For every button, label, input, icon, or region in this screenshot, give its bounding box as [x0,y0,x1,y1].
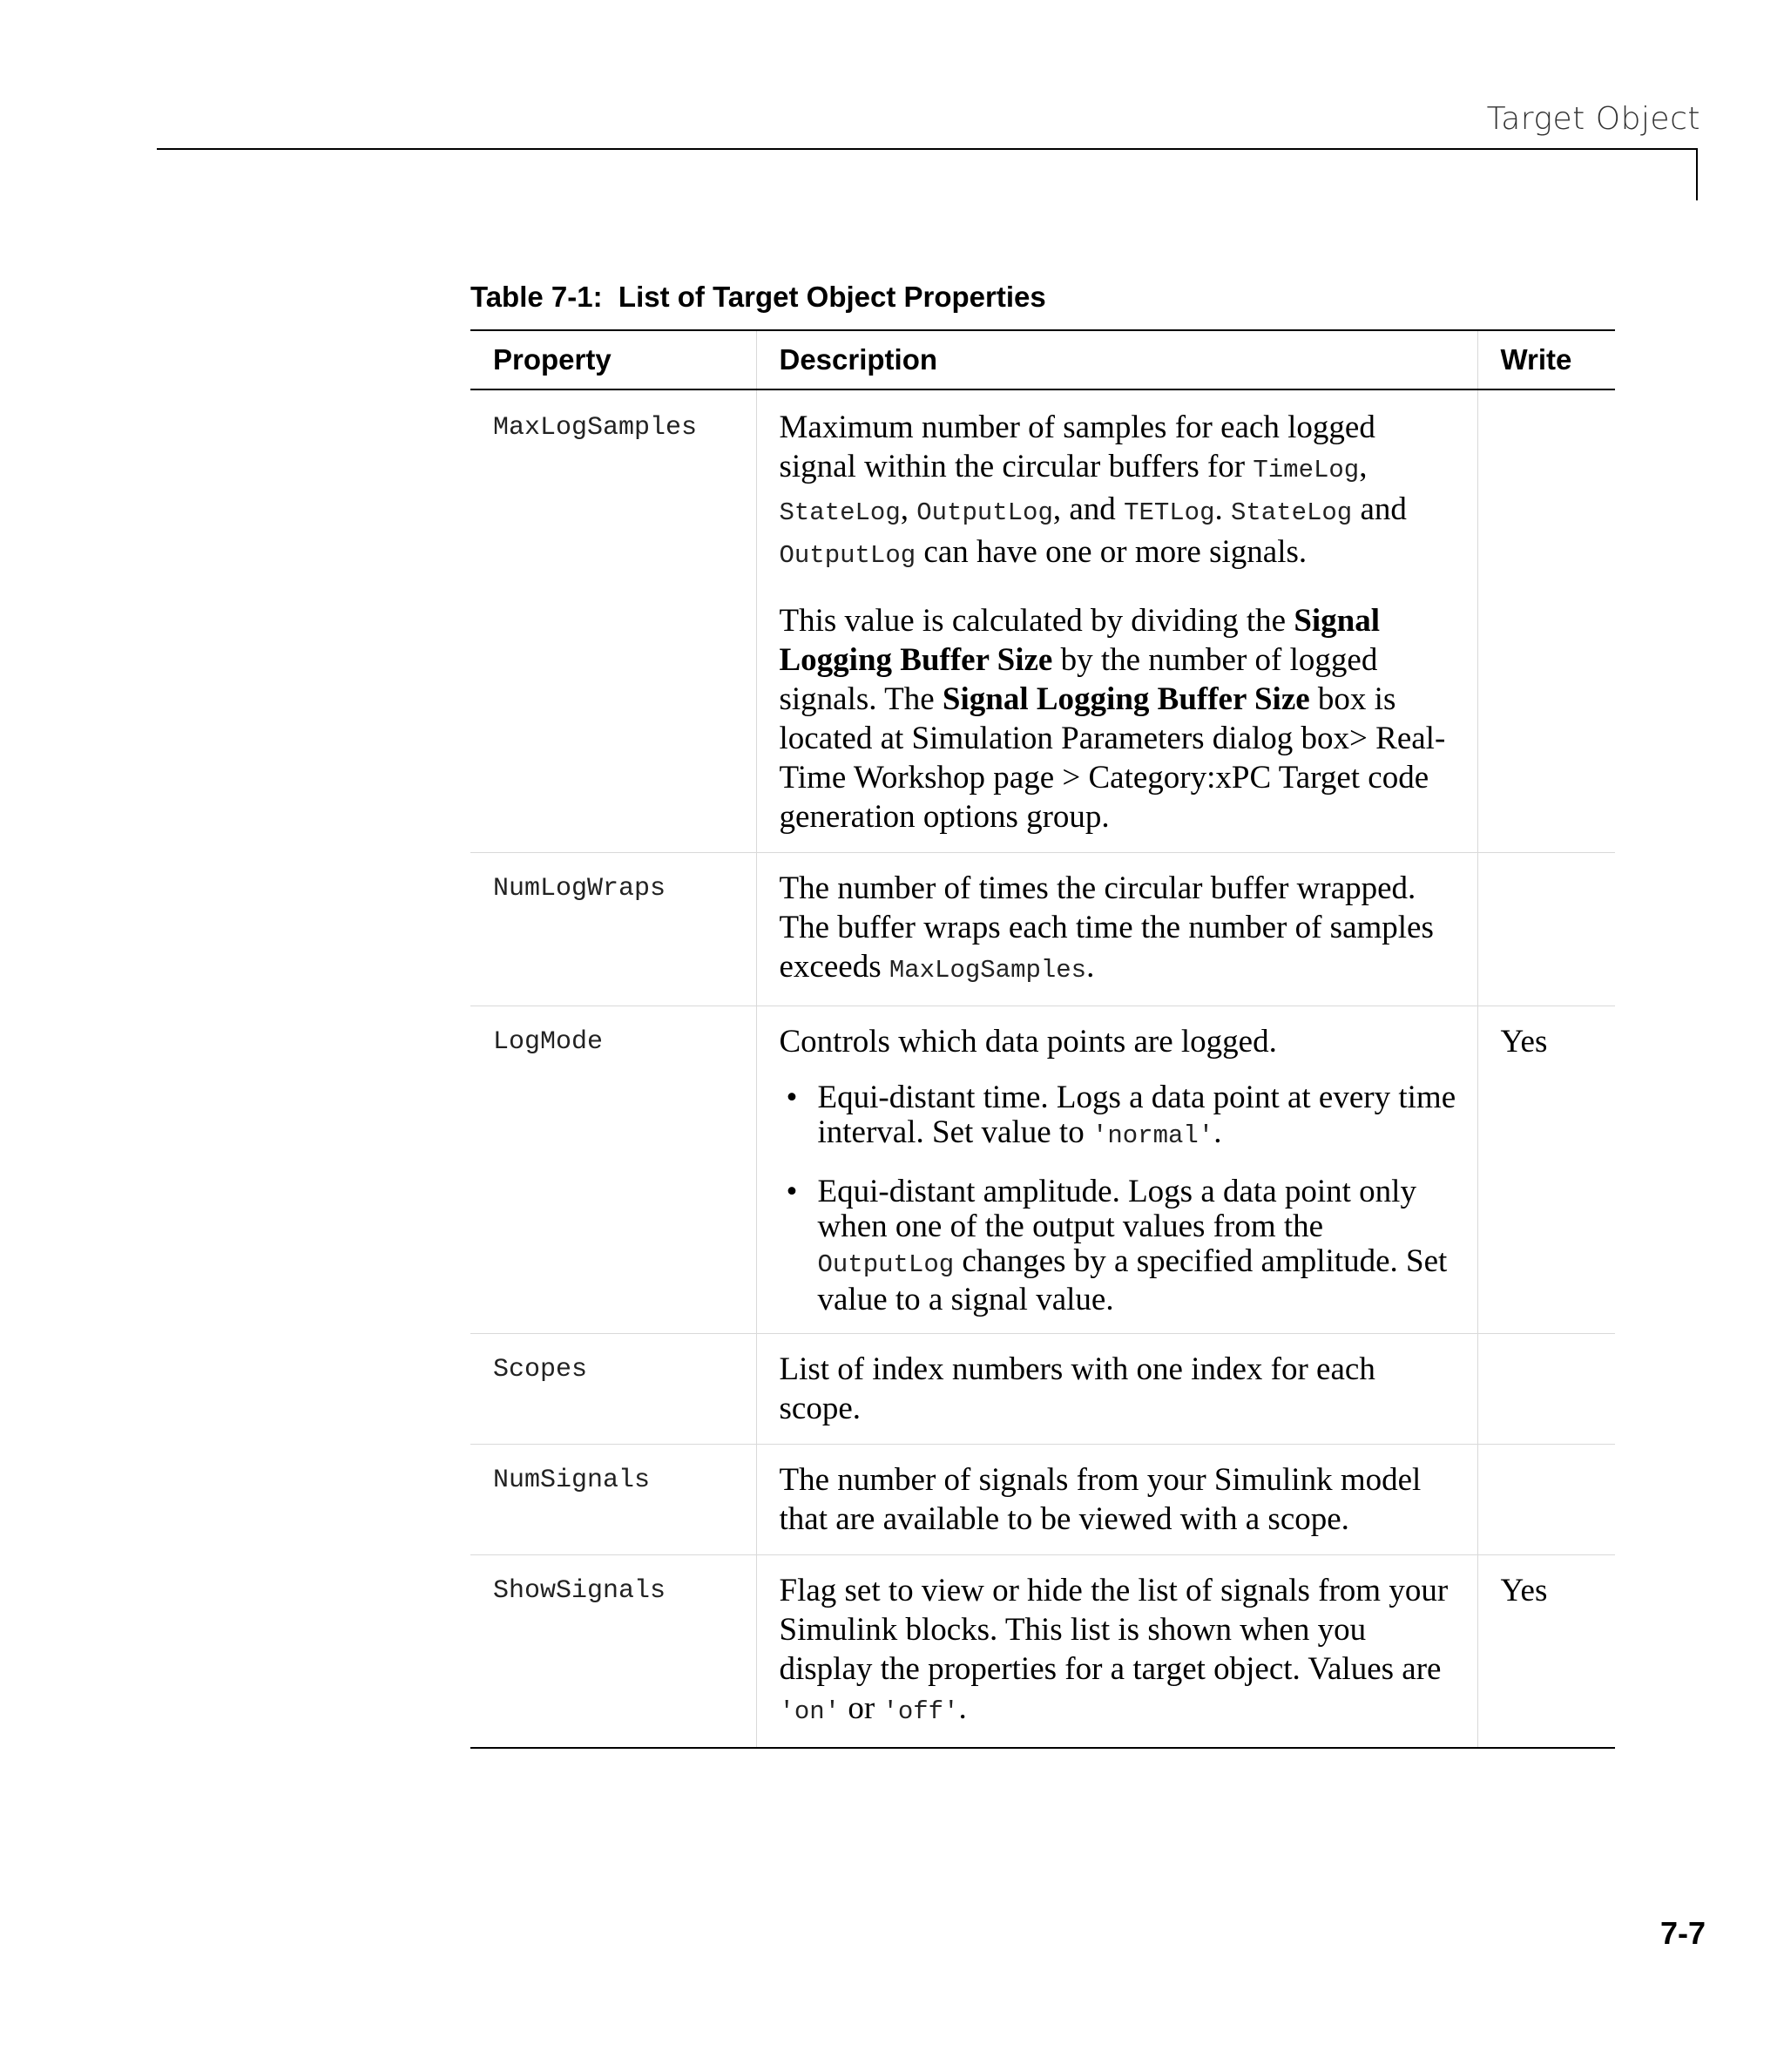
description-paragraph: Flag set to view or hide the list of signals from your Simulink blocks. This list is shown when you display the properties for a target object. Values are 'on' or 'off'. [779,1573,1449,1726]
table-row [470,1334,1615,1445]
table-caption: Table 7-1: List of Target Object Properties [470,281,1046,313]
property-description [756,1334,1477,1445]
code-term: OutputLog [817,1250,955,1279]
description-paragraph: The number of times the circular buffer wrapped. The buffer wraps each time the number of samples exceeds MaxLogSamples. [779,870,1434,985]
write-flag [1477,853,1615,1006]
table-header-row [470,330,1615,389]
column-header-write: Write [1477,330,1615,389]
code-term: 'on' [779,1697,841,1726]
write-flag [1477,1445,1615,1555]
table-row [470,389,1615,853]
property-description [756,1445,1477,1555]
table-row [470,1555,1615,1749]
write-flag [1477,1334,1615,1445]
code-term: OutputLog [779,541,916,570]
list-item: • Equi-distant time. Logs a data point at every time interval. Set value to 'normal'. [780,1080,1456,1154]
property-name: NumLogWraps [470,853,756,1006]
write-flag: Yes [1477,1006,1615,1334]
table-row [470,853,1615,1006]
code-term: 'off' [882,1697,959,1726]
code-term: MaxLogSamples [889,956,1087,985]
description-paragraph: List of index numbers with one index for each scope. [779,1351,1375,1426]
properties-table [470,329,1615,1749]
list-item: • Equi-distant amplitude. Logs a data point only when one of the output values from the OutputLog changes by a specified amplitude. Set value to a signal value. [780,1175,1456,1317]
table-row [470,1445,1615,1555]
header-rule-tick [1696,148,1698,200]
description-paragraph: The number of signals from your Simulink model that are available to be viewed with a scope. [779,1462,1422,1537]
write-flag: Yes [1477,1555,1615,1749]
column-header-property: Property [470,330,756,389]
property-name: LogMode [470,1006,756,1334]
code-term: 'normal' [1091,1121,1214,1150]
property-name: Scopes [470,1334,756,1445]
header-rule [157,148,1697,150]
bold-term: Signal Logging Buffer Size [942,681,1310,717]
property-name: MaxLogSamples [493,413,698,443]
code-term: StateLog [1230,498,1353,527]
code-term: TETLog [1124,498,1215,527]
running-head-title: Target Object [1486,101,1700,137]
bold-term: Signal Logging Buffer Size [779,603,1381,678]
table-row [470,1006,1615,1334]
code-term: TimeLog [1253,456,1360,484]
description-paragraph: Maximum number of samples for each logged signal within the circular buffers for TimeLog, StateLog, OutputLog, and TETLog. StateLog and OutputLog can have one or more signals. [779,410,1407,570]
property-name: NumSignals [470,1445,756,1555]
property-name: ShowSignals [470,1555,756,1749]
property-description [756,1006,1477,1334]
page-number: 7-7 [1659,1915,1706,1951]
code-term: StateLog [779,498,901,527]
description-paragraph: Controls which data points are logged. [779,1024,1277,1060]
property-description [756,1555,1477,1749]
write-flag [1477,389,1615,853]
column-header-description: Description [756,330,1477,389]
log-mode-list [780,1080,1456,1317]
property-description [756,853,1477,1006]
description-paragraph: This value is calculated by dividing the Signal Logging Buffer Size by the number of logged signals. The Signal Logging Buffer Size box is located at Simulation Parameters dialog box> Real-Time Workshop page > Category:xPC Target code generation options group. [779,603,1446,835]
code-term: OutputLog [916,498,1053,527]
property-description [756,389,1477,853]
